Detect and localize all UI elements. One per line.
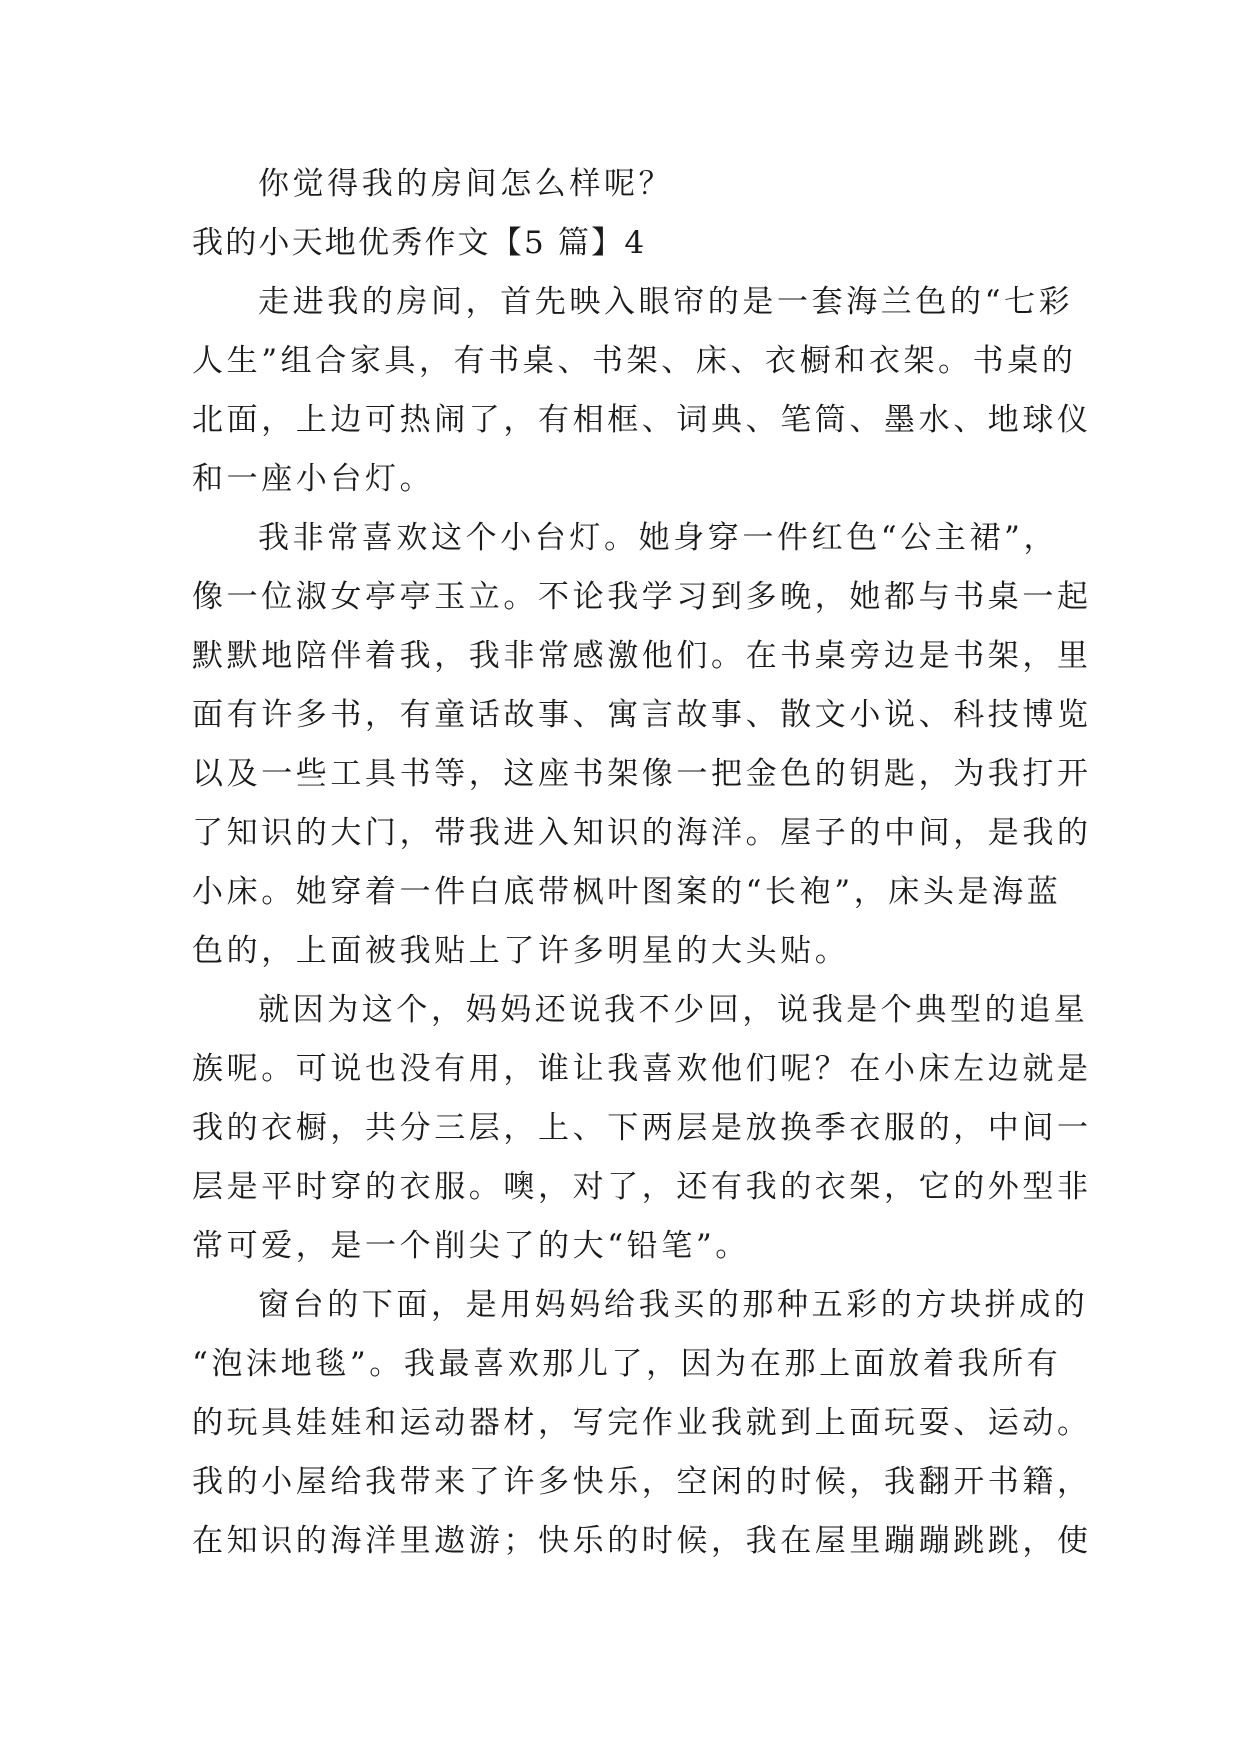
text-line: 默默地陪伴着我，我非常感激他们。在书桌旁边是书架，里: [192, 638, 1092, 674]
text-line: 小床。她穿着一件白底带枫叶图案的“长袍”，床头是海蓝: [192, 874, 1062, 910]
text-line: 窗台的下面，是用妈妈给我买的那种五彩的方块拼成的: [258, 1287, 1089, 1323]
text-line: 以及一些工具书等，这座书架像一把金色的钥匙，为我打开: [192, 756, 1092, 792]
text-line: 人生”组合家具，有书桌、书架、床、衣橱和衣架。书桌的: [192, 343, 1077, 379]
text-line: “泡沫地毯”。我最喜欢那儿了，因为在那上面放着我所有: [192, 1346, 1062, 1382]
text-line: 在知识的海洋里遨游；快乐的时候，我在屋里蹦蹦跳跳，使: [192, 1523, 1092, 1559]
text-line: 像一位淑女亭亭玉立。不论我学习到多晚，她都与书桌一起: [192, 579, 1092, 615]
text-line: 常可爱，是一个削尖了的大“铅笔”。: [192, 1228, 750, 1264]
text-line: 你觉得我的房间怎么样呢？: [258, 166, 674, 202]
text-line: 和一座小台灯。: [192, 461, 435, 497]
text-line: 层是平时穿的衣服。噢，对了，还有我的衣架，它的外型非: [192, 1169, 1092, 1205]
text-line: 走进我的房间，首先映入眼帘的是一套海兰色的“七彩: [258, 284, 1074, 320]
text-line: 我的小屋给我带来了许多快乐，空闲的时候，我翻开书籍，: [192, 1464, 1092, 1500]
section-heading: 我的小天地优秀作文【5 篇】4: [192, 225, 647, 261]
essay-body: [192, 155, 1092, 1571]
text-line: 族呢。可说也没有用，谁让我喜欢他们呢？在小床左边就是: [192, 1051, 1092, 1087]
text-line: 我非常喜欢这个小台灯。她身穿一件红色“公主裙”，: [258, 520, 1059, 556]
text-line: 就因为这个，妈妈还说我不少回，说我是个典型的追星: [258, 992, 1089, 1028]
text-line: 的玩具娃娃和运动器材，写完作业我就到上面玩耍、运动。: [192, 1405, 1092, 1441]
text-line: 北面，上边可热闹了，有相框、词典、笔筒、墨水、地球仪: [192, 402, 1092, 438]
text-line: 了知识的大门，带我进入知识的海洋。屋子的中间，是我的: [192, 815, 1092, 851]
text-line: 我的衣橱，共分三层，上、下两层是放换季衣服的，中间一: [192, 1110, 1092, 1146]
text-line: 色的，上面被我贴上了许多明星的大头贴。: [192, 933, 850, 969]
text-line: 面有许多书，有童话故事、寓言故事、散文小说、科技博览: [192, 697, 1092, 733]
